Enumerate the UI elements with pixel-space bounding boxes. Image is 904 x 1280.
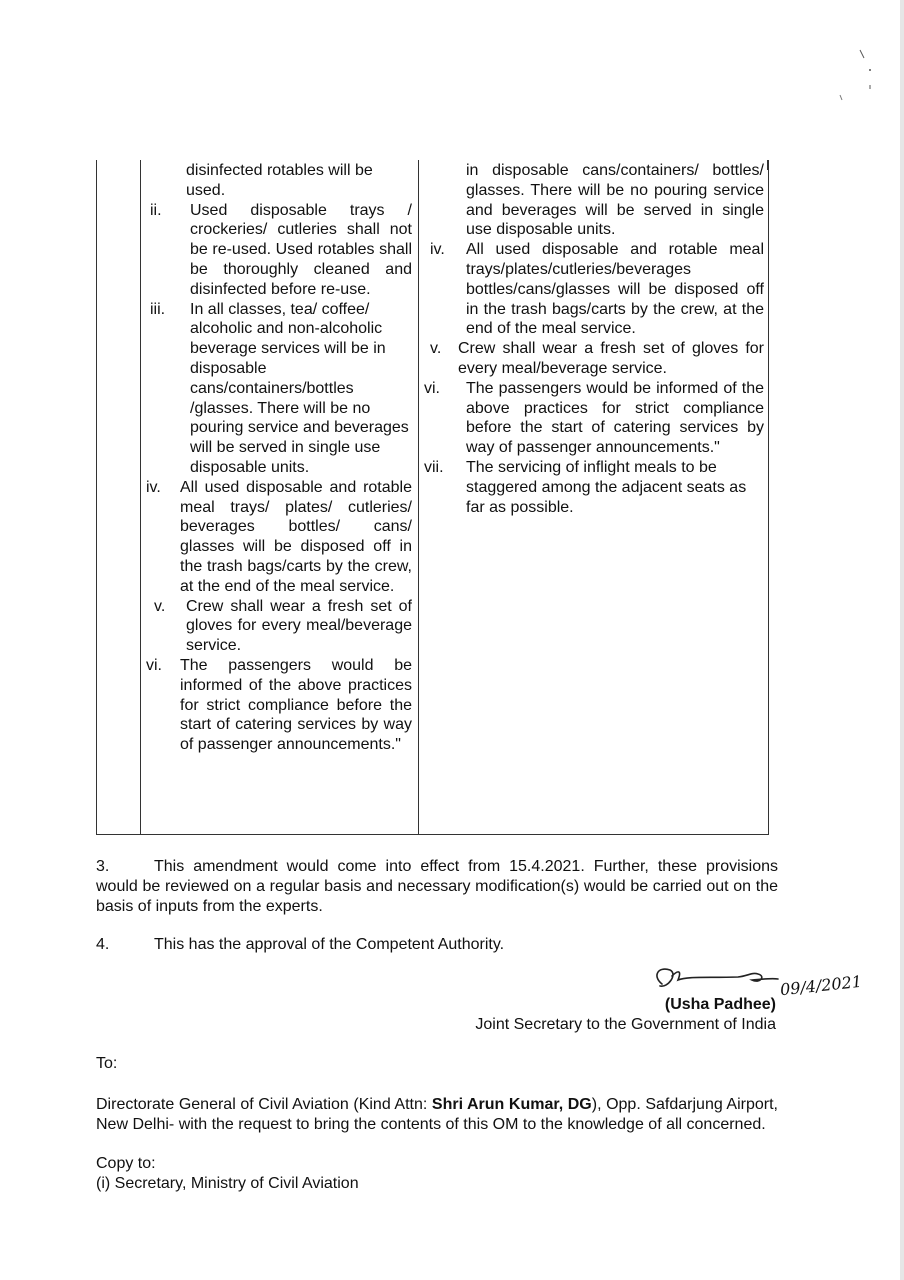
right-item-vi <box>424 379 764 458</box>
table-divider-2 <box>418 160 419 835</box>
left-item-number: iii. <box>150 300 166 318</box>
left-item-iv <box>146 478 412 597</box>
table-column-existing <box>146 161 412 755</box>
right-item-text: in disposable cans/containers/ bottles/ glasses. There will be no pouring service and beverages will be served in single use disposable units. <box>466 162 764 239</box>
left-item-text: All used disposable and rotable meal trays/ plates/ cutleries/ beverages bottles/ cans/ glasses will be disposed off in the trash bags/carts by the crew, at the end of the meal service. <box>180 478 412 595</box>
right-item-vii <box>424 458 764 517</box>
left-item-text: Used disposable trays / crockeries/ cutleries shall not be re-used. Used rotables shall be thoroughly cleaned and disinfected before re-use. <box>190 201 412 298</box>
left-item-continued <box>146 161 412 201</box>
left-item-text: Crew shall wear a fresh set of gloves for every meal/beverage service. <box>186 597 412 655</box>
left-item-text: The passengers would be informed of the above practices for strict compliance before the start of catering services by way of passenger announcements." <box>180 656 412 754</box>
left-item-v <box>146 597 412 656</box>
table-divider-1 <box>140 160 141 835</box>
paragraph-3 <box>96 857 778 916</box>
addressee <box>96 1095 778 1135</box>
right-item-continued <box>424 161 764 240</box>
copy-to-label: Copy to: <box>96 1155 156 1172</box>
addressee-suffix: ), Opp. Safdarjung Airport, New Delhi- with the request to bring the contents of this OM to the knowledge of all concerned. <box>96 1096 779 1133</box>
right-item-text: The servicing of inflight meals to be staggered among the adjacent seats as far as possible. <box>466 458 747 516</box>
right-item-iv <box>424 240 764 339</box>
left-item-iii <box>146 300 412 478</box>
left-item-text: disinfected rotables will be used. <box>186 162 373 199</box>
left-item-ii <box>146 201 412 300</box>
left-item-text: In all classes, tea/ coffee/ alcoholic and non-alcoholic beverage services will be in disposable cans/containers/bottles /glasses. There will be no pouring service and beverages will be served in single use disposable units. <box>190 300 409 476</box>
page-edge <box>900 0 904 1280</box>
to-label: To: <box>96 1055 118 1072</box>
table-column-revised <box>424 161 764 517</box>
copy-to-item: (i) Secretary, Ministry of Civil Aviation <box>96 1175 359 1192</box>
addressee-bold: Shri Arun Kumar, DG <box>431 1096 592 1113</box>
left-item-number: ii. <box>150 201 162 219</box>
right-item-text: The passengers would be informed of the above practices for strict compliance before the start of catering services by way of passenger announcements." <box>466 379 764 457</box>
right-item-text: All used disposable and rotable meal trays/plates/cutleries/beverages bottles/cans/glasses will be disposed off in the trash bags/carts by the crew, at the end of the meal service. <box>466 241 764 338</box>
paragraph-text: This has the approval of the Competent Authority. <box>154 936 505 953</box>
left-item-number: v. <box>154 597 166 615</box>
right-item-v <box>424 339 764 379</box>
left-item-vi <box>146 656 412 755</box>
signatory-title: Joint Secretary to the Government of India <box>475 1016 776 1033</box>
table-divider-3 <box>767 160 768 170</box>
right-item-number: vi. <box>424 379 440 397</box>
right-item-text: Crew shall wear a fresh set of gloves for every meal/beverage service. <box>458 340 764 377</box>
right-item-number: iv. <box>430 241 445 259</box>
right-item-number: vii. <box>424 458 444 476</box>
signatory-name: (Usha Padhee) <box>664 996 776 1013</box>
paragraph-4 <box>96 935 778 955</box>
paragraph-text: This amendment would come into effect from 15.4.2021. Further, these provisions would be reviewed on a regular basis and necessary modification(s) would be carried out on the basis of inputs from the experts. <box>96 858 778 915</box>
left-item-number: vi. <box>146 656 162 674</box>
scan-marks <box>830 40 890 130</box>
paragraph-number: 4. <box>96 936 110 953</box>
addressee-prefix: Directorate General of Civil Aviation (Kind Attn: <box>96 1096 432 1113</box>
right-item-number: v. <box>430 340 442 358</box>
paragraph-number: 3. <box>96 858 110 875</box>
signature-date: 09/4/2021 <box>779 971 863 1000</box>
left-item-number: iv. <box>146 478 161 496</box>
